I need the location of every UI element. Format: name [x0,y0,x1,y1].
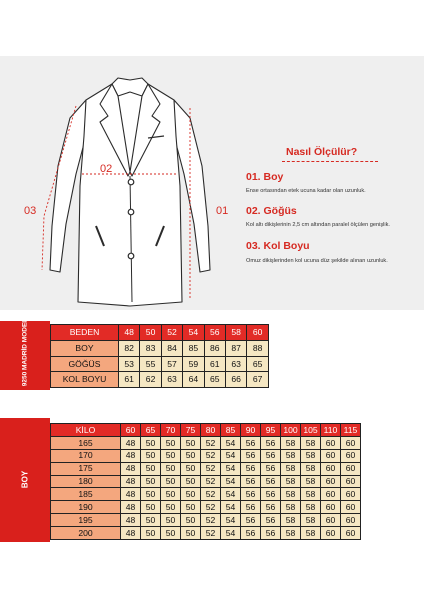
weight-cell: 60 [321,527,341,540]
size-cell: 84 [161,340,182,356]
weight-cell: 56 [241,527,261,540]
height-label: 180 [51,475,121,488]
weight-cell: 48 [121,488,141,501]
size-cell: 62 [140,372,161,388]
weight-cell: 48 [121,527,141,540]
weight-cell: 52 [201,527,221,540]
weight-cell: 60 [341,475,361,488]
weight-cell: 50 [181,527,201,540]
size-cell: 65 [247,356,269,372]
weight-cell: 48 [121,462,141,475]
weight-cell: 58 [301,501,321,514]
size-cell: 64 [183,372,204,388]
row-label: KOL BOYU [51,372,119,388]
weight-cell: 50 [161,527,181,540]
weight-row [51,514,361,527]
weight-header-cell: 75 [181,424,201,437]
weight-cell: 52 [201,501,221,514]
weight-cell: 60 [321,462,341,475]
weight-cell: 50 [141,501,161,514]
measure-desc-gogus: Kol altı dikişlerinin 2,5 cm altından paralel ölçülen genişlik. [246,222,390,228]
size-row-boy [51,340,269,356]
weight-cell: 56 [261,488,281,501]
weight-cell: 50 [141,449,161,462]
weight-cell: 60 [341,488,361,501]
button [128,253,134,259]
weight-cell: 50 [181,462,201,475]
weight-header-cell: 85 [221,424,241,437]
weight-header-cell: 90 [241,424,261,437]
size-cell: 65 [204,372,225,388]
weight-cell: 50 [141,514,161,527]
weight-cell: 50 [181,449,201,462]
weight-header-cell: 65 [141,424,161,437]
button [128,179,134,185]
size-cell: 88 [247,340,269,356]
weight-cell: 56 [261,462,281,475]
weight-cell: 52 [201,436,221,449]
weight-cell: 54 [221,462,241,475]
weight-cell: 58 [281,501,301,514]
weight-cell: 50 [161,475,181,488]
weight-cell: 50 [181,475,201,488]
size-header-row [51,325,269,341]
size-cell: 82 [119,340,140,356]
size-cell: 85 [183,340,204,356]
row-label: BOY [51,340,119,356]
size-cell: 53 [119,356,140,372]
weight-cell: 58 [281,449,301,462]
weight-cell: 50 [141,527,161,540]
height-label: 175 [51,462,121,475]
weight-cell: 50 [181,436,201,449]
diagram-label-02: 02 [100,163,113,175]
height-label: 165 [51,436,121,449]
weight-cell: 60 [341,527,361,540]
boy-side-label: BOY [20,470,30,489]
weight-cell: 50 [141,475,161,488]
weight-header-row [51,424,361,437]
weight-cell: 52 [201,488,221,501]
measurement-guide-panel [0,56,424,310]
weight-cell: 60 [321,475,341,488]
weight-header-cell: 80 [201,424,221,437]
weight-cell: 58 [281,488,301,501]
weight-cell: 56 [241,501,261,514]
weight-cell: 60 [341,462,361,475]
measure-desc-kol-boyu: Omuz dikişlerinden kol ucuna düz şekilde alınan uzunluk. [246,258,388,264]
size-header-cell: 60 [247,325,269,341]
weight-cell: 56 [261,527,281,540]
weight-header-cell: 100 [281,424,301,437]
weight-cell: 56 [241,462,261,475]
model-side-label: 9250 MADRİD MODEL [21,318,29,387]
size-header-cell: 58 [225,325,246,341]
weight-row [51,436,361,449]
size-cell: 55 [140,356,161,372]
weight-table [50,423,361,540]
size-cell: 63 [225,356,246,372]
weight-cell: 52 [201,514,221,527]
coat-diagram [0,56,260,310]
height-label: 170 [51,449,121,462]
size-cell: 59 [183,356,204,372]
weight-cell: 58 [281,462,301,475]
weight-cell: 48 [121,501,141,514]
weight-cell: 56 [241,449,261,462]
weight-cell: 58 [301,436,321,449]
weight-cell: 58 [301,449,321,462]
weight-cell: 54 [221,475,241,488]
weight-cell: 54 [221,449,241,462]
weight-cell: 58 [281,514,301,527]
measure-desc-boy: Ense ortasından etek ucuna kadar olan uzunluk. [246,188,366,194]
height-label: 190 [51,501,121,514]
weight-cell: 60 [321,488,341,501]
weight-cell: 50 [141,488,161,501]
weight-cell: 58 [301,527,321,540]
weight-cell: 56 [261,501,281,514]
kilo-header: KİLO [51,424,121,437]
weight-header-cell: 95 [261,424,281,437]
how-to-measure-title: Nasıl Ölçülür? [286,146,358,158]
weight-cell: 60 [341,514,361,527]
weight-cell: 50 [141,436,161,449]
measure-heading-kol-boyu: 03. Kol Boyu [246,240,310,252]
weight-cell: 50 [161,436,181,449]
weight-cell: 60 [341,449,361,462]
size-cell: 87 [225,340,246,356]
diagram-label-01: 01 [216,205,229,217]
weight-cell: 58 [301,514,321,527]
weight-cell: 58 [301,475,321,488]
weight-cell: 50 [181,514,201,527]
weight-row [51,449,361,462]
weight-header-cell: 105 [301,424,321,437]
weight-cell: 54 [221,527,241,540]
weight-cell: 60 [321,514,341,527]
size-header-cell: 54 [183,325,204,341]
height-label: 185 [51,488,121,501]
weight-row [51,527,361,540]
weight-cell: 48 [121,449,141,462]
weight-cell: 50 [161,488,181,501]
weight-cell: 54 [221,436,241,449]
weight-cell: 52 [201,475,221,488]
size-cell: 66 [225,372,246,388]
weight-cell: 52 [201,449,221,462]
weight-cell: 54 [221,501,241,514]
weight-cell: 52 [201,462,221,475]
weight-cell: 48 [121,475,141,488]
height-label: 195 [51,514,121,527]
weight-row [51,488,361,501]
size-row-gogus [51,356,269,372]
size-header-cell: 48 [119,325,140,341]
weight-header-cell: 115 [341,424,361,437]
weight-cell: 56 [241,514,261,527]
weight-row [51,462,361,475]
size-cell: 61 [204,356,225,372]
weight-cell: 50 [161,514,181,527]
size-header-cell: 50 [140,325,161,341]
weight-cell: 56 [241,436,261,449]
weight-cell: 58 [281,527,301,540]
weight-cell: 50 [141,462,161,475]
weight-header-cell: 110 [321,424,341,437]
size-cell: 57 [161,356,182,372]
weight-cell: 48 [121,436,141,449]
measure-heading-boy: 01. Boy [246,171,284,183]
size-cell: 67 [247,372,269,388]
weight-cell: 50 [161,462,181,475]
button [128,209,134,215]
weight-cell: 50 [161,501,181,514]
size-table [50,324,269,388]
weight-cell: 56 [241,488,261,501]
weight-header-cell: 70 [161,424,181,437]
size-header-cell: 56 [204,325,225,341]
beden-header: BEDEN [51,325,119,341]
size-cell: 61 [119,372,140,388]
weight-cell: 56 [261,514,281,527]
size-header-cell: 52 [161,325,182,341]
weight-cell: 56 [241,475,261,488]
height-label: 200 [51,527,121,540]
weight-cell: 60 [321,501,341,514]
weight-cell: 60 [341,436,361,449]
weight-cell: 50 [181,501,201,514]
weight-cell: 50 [181,488,201,501]
weight-cell: 58 [301,462,321,475]
size-cell: 63 [161,372,182,388]
weight-cell: 56 [261,436,281,449]
measure-heading-gogus: 02. Göğüs [246,205,297,217]
weight-cell: 58 [281,436,301,449]
weight-cell: 58 [301,488,321,501]
weight-cell: 56 [261,475,281,488]
weight-row [51,475,361,488]
weight-cell: 60 [321,436,341,449]
weight-cell: 60 [341,501,361,514]
diagram-label-03: 03 [24,205,37,217]
weight-cell: 50 [161,449,181,462]
size-cell: 86 [204,340,225,356]
weight-cell: 54 [221,488,241,501]
weight-cell: 54 [221,514,241,527]
weight-row [51,501,361,514]
row-label: GÖĞÜS [51,356,119,372]
weight-cell: 58 [281,475,301,488]
size-row-kol-boyu [51,372,269,388]
size-cell: 83 [140,340,161,356]
weight-cell: 60 [321,449,341,462]
weight-cell: 56 [261,449,281,462]
title-underline [282,161,378,162]
weight-header-cell: 60 [121,424,141,437]
weight-cell: 48 [121,514,141,527]
